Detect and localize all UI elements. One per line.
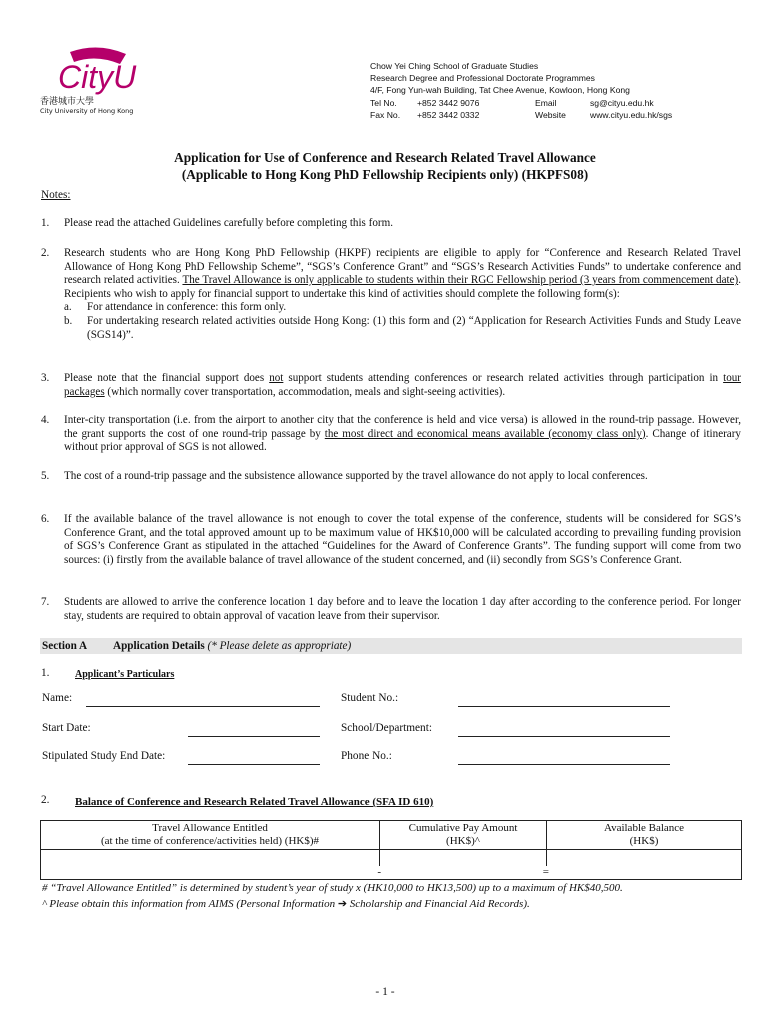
address: 4/F, Fong Yun-wah Building, Tat Chee Avenue, Kowloon, Hong Kong — [370, 85, 630, 96]
student-no-label: Student No.: — [341, 692, 399, 704]
section-a-header — [40, 638, 742, 654]
cityu-logo-icon — [40, 44, 145, 96]
entitled-input[interactable] — [41, 850, 380, 880]
programme-name: Research Degree and Professional Doctorate Programmes — [370, 73, 595, 84]
notes-heading: Notes: — [41, 189, 71, 201]
col-header-balance: Available Balance (HK$) — [547, 821, 742, 850]
equals-sign: = — [542, 866, 549, 878]
form-title-line1: Application for Use of Conference and Research Related Travel Allowance — [174, 150, 596, 165]
school-label: School/Department: — [341, 722, 432, 734]
footnote-aims: ^ Please obtain this information from AIMS (Personal Information ➔ Scholarship and Financial Aid Records). — [42, 898, 530, 910]
end-date-label: Stipulated Study End Date: — [42, 750, 166, 762]
part1-title: Applicant’s Particulars — [75, 669, 175, 680]
note-text: Please read the attached Guidelines carefully before completing this form. — [64, 217, 393, 229]
note-text: The cost of a round-trip passage and the subsistence allowance supported by the travel allowance do not apply to local conferences. — [64, 470, 648, 482]
fax-label: Fax No. — [370, 109, 401, 120]
tel-label: Tel No. — [370, 97, 397, 108]
note-number: 7. — [41, 596, 50, 608]
school-address-block — [370, 60, 672, 121]
form-title-line2: (Applicable to Hong Kong PhD Fellowship Recipients only) (HKPFS08) — [181, 167, 589, 182]
phone-label: Phone No.: — [341, 750, 392, 762]
name-field[interactable] — [86, 706, 320, 707]
arrow-icon: ➔ — [337, 898, 348, 910]
balance-input[interactable] — [547, 850, 742, 880]
email-label: Email — [535, 97, 557, 108]
note-number: 5. — [41, 470, 50, 482]
logo-chinese-name: 香港城市大學 — [40, 97, 95, 107]
col-header-cumulative: Cumulative Pay Amount (HK$)^ — [380, 821, 547, 850]
part2-number: 2. — [41, 794, 50, 806]
section-title: Application Details — [113, 640, 208, 652]
cityu-logo — [40, 44, 145, 124]
website-value[interactable]: www.cityu.edu.hk/sgs — [590, 109, 673, 120]
school-field[interactable] — [458, 736, 670, 737]
col-header-entitled: Travel Allowance Entitled (at the time of conference/activities held) (HK$)# — [41, 821, 380, 850]
section-hint: (* Please delete as appropriate) — [207, 640, 352, 652]
tel-value: +852 3442 9076 — [417, 97, 480, 108]
start-date-field[interactable] — [188, 736, 320, 737]
section-label: Section A — [42, 640, 88, 652]
email-value[interactable]: sg@cityu.edu.hk — [590, 97, 654, 108]
underlined-text: The Travel Allowance is only applicable to students within their RGC Fellowship period (3 years from commencement date) — [182, 274, 739, 287]
note-text: If the available balance of the travel allowance is not enough to cover the total expense of the conference, students will be considered for SGS’s Conference Grant, and the total approved amount up to be maximum value of HK$10,000 will be calculated according to prevailing funding provision of SGS’s Conference Grant as stipulated in the attached “Guidelines for the Award of Conference Grants”. The funding support will come from two sources: (i) firstly from the available balance of travel allowance of the student concerned, and (ii) secondly from SGS’s Conference Grant. — [64, 513, 741, 566]
part1-number: 1. — [41, 667, 50, 679]
name-label: Name: — [42, 692, 73, 704]
note-text: Inter-city transportation (i.e. from the airport to another city that the conference is held and vice versa) is allowed in the round-trip passage. However, the grant supports the cost of one round-trip passage by the most direct and economical means available (economy class only). Change of itinerary without prior approval of SGS is not allowed. — [64, 414, 741, 454]
end-date-field[interactable] — [188, 764, 320, 765]
note-number: 2. — [41, 247, 50, 259]
allowance-balance-table — [40, 820, 742, 880]
cumulative-input[interactable] — [380, 850, 547, 880]
student-no-field[interactable] — [458, 706, 670, 707]
logo-wordmark: CityU — [58, 59, 137, 95]
note-number: 6. — [41, 513, 50, 525]
fax-value: +852 3442 0332 — [417, 109, 480, 120]
note-number: 1. — [41, 217, 50, 229]
note-text: Please note that the financial support does not support students attending conferences or research related activities through participation in tour packages (which normally cover transportation, accommodation, meals and sight-seeing activities). — [64, 372, 741, 398]
logo-english-name: City University of Hong Kong — [40, 107, 134, 115]
page-number: - 1 - — [375, 986, 395, 998]
start-date-label: Start Date: — [42, 722, 91, 734]
footnote-entitled: # “Travel Allowance Entitled” is determined by student’s year of study x (HK10,000 to HK13,500) up to a maximum of HK$40,500. — [42, 882, 623, 894]
form-title — [0, 149, 770, 183]
minus-sign: - — [377, 866, 381, 878]
note-number: 3. — [41, 372, 50, 384]
note-number: 4. — [41, 414, 50, 426]
school-name: Chow Yei Ching School of Graduate Studies — [370, 61, 539, 71]
note-text: Research students who are Hong Kong PhD Fellowship (HKPF) recipients are eligible to apply for “Conference and Research Related Travel Allowance of Hong Kong PhD Fellowship Scheme”, “SGS’s Conference Grant” and “SGS’s Research Activities Funds” to undertake conference and research related activities. The Travel Allowance is only applicable to students within their RGC Fellowship period (3 years from commencement date). Recipients who wish to apply for financial support to undertake this kind of activities should complete the following form(s): a. For attendance in conference: this form only. b. For undertaking research related activities outside Hong Kong: (1) this form and (2) “Application for Research Activities Funds and Study Leave (SGS14)”. — [64, 247, 741, 341]
part2-title: Balance of Conference and Research Related Travel Allowance (SFA ID 610) — [75, 796, 434, 808]
phone-field[interactable] — [458, 764, 670, 765]
website-label: Website — [535, 109, 566, 120]
note-text: Students are allowed to arrive the conference location 1 day before and to leave the location 1 day after according to the conference period. For longer stay, students are required to obtain approval of vacation leave from their supervisor. — [64, 596, 741, 622]
